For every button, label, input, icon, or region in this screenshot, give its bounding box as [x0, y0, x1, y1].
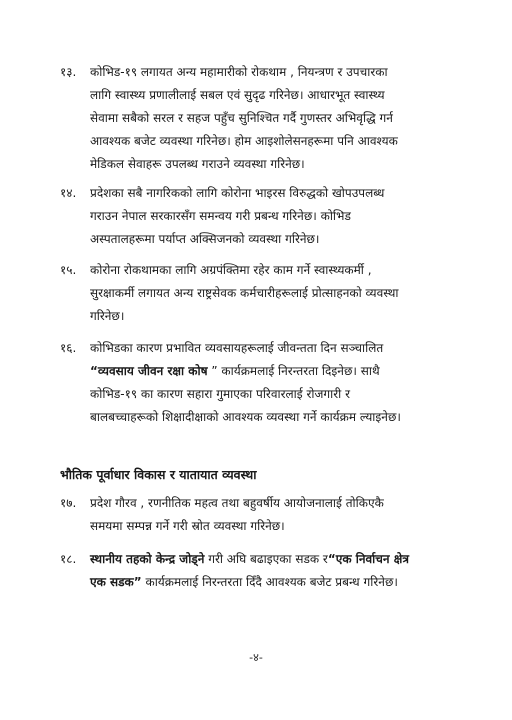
item-text: [90, 182, 460, 251]
bold-phrase: “एक निर्वाचन क्षेत्र: [327, 552, 409, 566]
text-line: प्रदेश गौरव , रणनीतिक महत्व तथा बहुवर्षीय आयोजनालाई तोकिएकै: [90, 496, 384, 510]
text-line: समयमा सम्पन्न गर्ने गरी स्रोत व्यवस्था गरिनेछ।: [90, 519, 285, 533]
item-number: १६.: [60, 341, 77, 355]
item-number: १७.: [60, 496, 77, 510]
list-item-17: [60, 492, 460, 538]
text-line: आवश्यक बजेट व्यवस्था गरिनेछ। होम आइशोलेसनहरूमा पनि आवश्यक: [90, 134, 398, 148]
text-line: गराउन नेपाल सरकारसँग समन्वय गरी प्रबन्ध गरिनेछ। कोभिड: [90, 209, 351, 223]
item-number: १५.: [60, 263, 77, 277]
text-line: प्रदेशका सबै नागरिकको लागि कोरोना भाइरस विरुद्धको खोपउपलब्ध: [90, 186, 385, 200]
list-item-13: [60, 61, 460, 176]
item-text: [90, 548, 460, 594]
text-line: गरिनेछ।: [90, 309, 125, 323]
list-item-18: [60, 548, 460, 594]
item-number: १८.: [60, 552, 77, 566]
bold-phrase: स्थानीय तहको केन्द्र जोड्ने: [90, 552, 205, 566]
text-line: अस्पतालहरूमा पर्याप्त अक्सिजनको व्यवस्था गरिनेछ।: [90, 232, 320, 246]
item-number: १३.: [60, 65, 77, 79]
text-line: [90, 571, 460, 594]
item-text: [90, 492, 460, 538]
list-item-16: [60, 337, 460, 429]
text-segment: कार्यक्रमलाई निरन्तरता दिँदै आवश्यक बजेट प्रबन्ध गरिनेछ।: [141, 575, 398, 589]
text-segment: गरी अघि बढाइएका सडक र: [204, 552, 328, 566]
page-number: -४-: [249, 651, 263, 664]
text-line: सुरक्षाकर्मी लगायत अन्य राष्ट्रसेवक कर्मचारीहरूलाई प्रोत्साहनको व्यवस्था: [90, 286, 399, 300]
text-line: कोभिड-१९ का कारण सहारा गुमाएका परिवारलाई रोजगारी र: [90, 387, 351, 401]
text-line: लागि स्वास्थ्य प्रणालीलाई सबल एवं सुदृढ गरिनेछ। आधारभूत स्वास्थ्य: [90, 88, 385, 102]
text-line: मेडिकल सेवाहरू उपलब्ध गराउने व्यवस्था गरिनेछ।: [90, 157, 305, 171]
text-line: कोभिडका कारण प्रभावित व्यवसायहरूलाई जीवन्तता दिन सञ्चालित: [90, 341, 384, 355]
fund-name-bold: “व्यवसाय जीवन रक्षा कोष: [90, 364, 208, 378]
text-segment: ” कार्यक्रमलाई निरन्तरता दिइनेछ। साथै: [207, 364, 380, 378]
text-line: कोभिड-१९ लगायत अन्य महामारीको रोकथाम , नियन्त्रण र उपचारका: [90, 65, 388, 79]
item-text: [90, 61, 460, 176]
section-heading: भौतिक पूर्वाधार विकास र यातायात व्यवस्था: [60, 467, 257, 482]
text-line: कोरोना रोकथामका लागि अग्रपंक्तिमा रहेर काम गर्ने स्वास्थ्यकर्मी ,: [90, 263, 372, 277]
text-line: बालबच्चाहरूको शिक्षादीक्षाको आवश्यक व्यवस्था गर्ने कार्यक्रम ल्याइनेछ।: [90, 410, 401, 424]
list-item-14: [60, 182, 460, 251]
bold-phrase: एक सडक”: [90, 575, 142, 589]
text-line: [90, 360, 460, 383]
item-text: [90, 259, 460, 328]
text-line: [90, 548, 460, 571]
text-line: सेवामा सबैको सरल र सहज पहुँच सुनिश्चित गर्दै गुणस्तर अभिवृद्धि गर्न: [90, 111, 393, 125]
list-item-15: [60, 259, 460, 328]
item-text: [90, 337, 460, 429]
item-number: १४.: [60, 186, 77, 200]
